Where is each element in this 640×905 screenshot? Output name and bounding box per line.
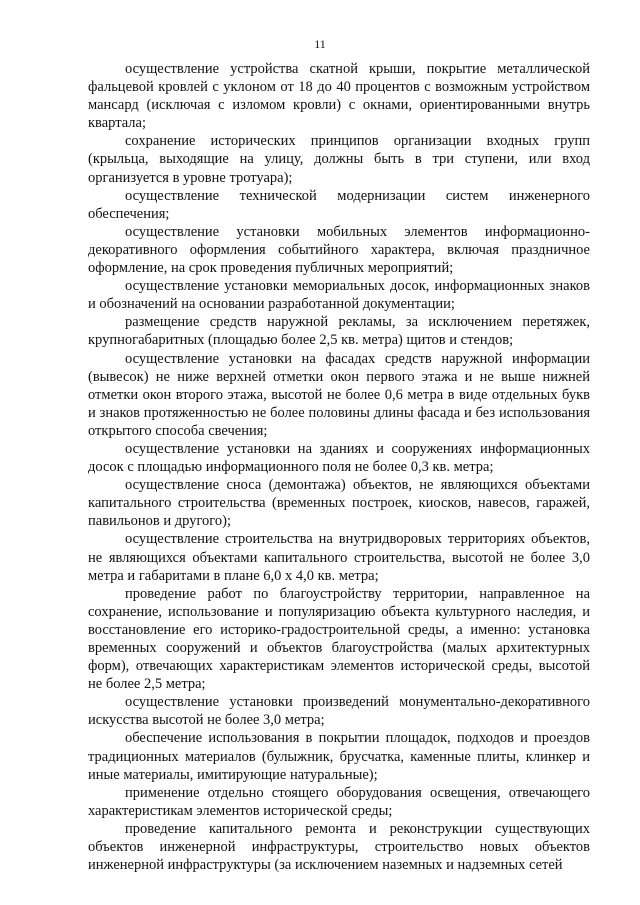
paragraph: применение отдельно стоящего оборудования освещения, отвечающего характеристикам элементов исторической среды;	[88, 784, 590, 819]
document-body	[88, 60, 590, 874]
paragraph: обеспечение использования в покрытии площадок, подходов и проездов традиционных материалов (булыжник, брусчатка, каменные плиты, клинкер и иные материалы, имитирующие натуральные);	[88, 730, 590, 783]
paragraph: проведение работ по благоустройству территории, направленное на сохранение, использование и популяризацию объекта культурного наследия, и восстановление его историко-градостроительной среды, а именно: установка временных сооружений и объектов благоустройства (малых архитектурных форм), отвечающих характеристикам элементов исторической среды, высотой не более 2,5 метра;	[88, 585, 590, 693]
paragraph: осуществление установки мобильных элементов информационно-декоративного оформления событийного характера, включая праздничное оформление, на срок проведения публичных мероприятий;	[88, 223, 590, 277]
paragraph: осуществление сноса (демонтажа) объектов, не являющихся объектами капитального строительства (временных построек, киосков, навесов, гаражей, павильонов и другого);	[88, 477, 590, 530]
paragraph: осуществление установки на зданиях и сооружениях информационных досок с площадью информационного поля не более 0,3 кв. метра;	[88, 440, 590, 476]
paragraph: осуществление технической модернизации систем инженерного обеспечения;	[88, 187, 590, 222]
paragraph: размещение средств наружной рекламы, за исключением перетяжек, крупногабаритных (площадью более 2,5 кв. метра) щитов и стендов;	[88, 314, 590, 349]
paragraph: осуществление установки мемориальных досок, информационных знаков и обозначений на основании разработанной документации;	[88, 278, 590, 313]
paragraph: осуществление установки на фасадах средств наружной информации (вывесок) не ниже верхней отметки окон первого этажа и не выше нижней отметки окон второго этажа, высотой не более 0,6 метра в виде отдельных букв и знаков протяженностью не более половины длины фасада и без использования открытого способа свечения;	[88, 350, 590, 439]
paragraph: осуществление строительства на внутридворовых территориях объектов, не являющихся объектами капитального строительства, высотой не более 3,0 метра и габаритами в плане 6,0 х 4,0 кв. метра;	[88, 531, 590, 584]
paragraph: проведение капитального ремонта и реконструкции существующих объектов инженерной инфраструктуры, строительство новых объектов инженерной инфраструктуры (за исключением наземных и надземных сетей	[88, 820, 590, 874]
paragraph: осуществление установки произведений монументально-декоративного искусства высотой не более 3,0 метра;	[88, 694, 590, 729]
page-number: 11	[314, 37, 326, 51]
paragraph: осуществление устройства скатной крыши, покрытие металлической фальцевой кровлей с уклоном от 18 до 40 процентов с возможным устройством мансард (исключая с изломом кровли) с окнами, ориентированными внутрь квартала;	[88, 61, 590, 132]
paragraph: сохранение исторических принципов организации входных групп (крыльца, выходящие на улицу, должны быть в три ступени, или вход организуется в уровне тротуара);	[88, 133, 590, 186]
